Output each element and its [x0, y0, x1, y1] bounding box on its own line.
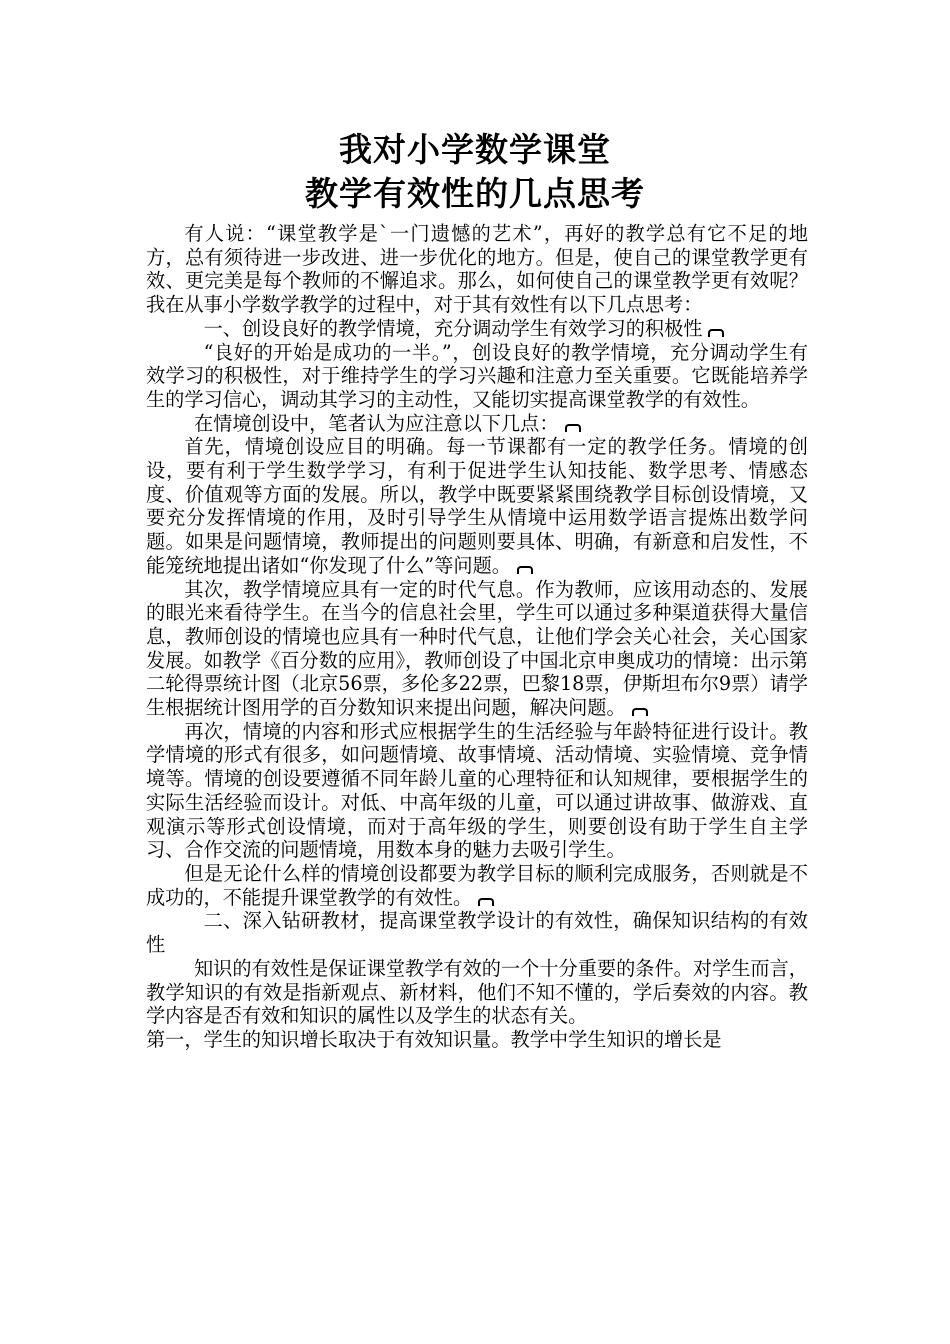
paragraph-mark-icon	[565, 424, 581, 432]
paragraph	[146, 435, 808, 577]
paragraph	[146, 1028, 808, 1052]
section-heading-1	[146, 317, 808, 341]
paragraph-text: 知识的有效性是保证课堂教学有效的一个十分重要的条件。对学生而言，教学知识的有效是指新观点、新材料，他们不知不懂的，学后奏效的内容。教学内容是否有效和知识的属性以及学生的状态有关。	[146, 956, 808, 1028]
paragraph	[146, 862, 808, 909]
paragraph	[146, 578, 808, 720]
heading-text: 二、深入钻研教材，提高课堂教学设计的有效性，确保知识结构的有效性	[146, 909, 808, 957]
paragraph-mark-icon	[708, 329, 724, 337]
paragraph-text: 第一，学生的知识增长取决于有效知识量。教学中学生知识的增长是	[146, 1027, 722, 1051]
paragraph	[146, 720, 808, 862]
paragraph-mark-icon	[478, 898, 494, 906]
paragraph-text: 但是无论什么样的情境创设都要为教学目标的顺利完成服务，否则就是不成功的，不能提升课堂教学的有效性。	[146, 861, 808, 909]
paragraph-mark-icon	[632, 708, 648, 716]
document-body	[146, 222, 808, 1052]
paragraph-text: 有人说：“课堂教学是`一门遗憾的艺术”，再好的教学总有它不足的地方，总有须待进一步改进、进一步优化的地方。但是，使自己的课堂教学更有效、更完美是每个教师的不懈追求。那么，如何使自己的课堂教学更有效呢？我在从事小学数学教学的过程中，对于其有效性有以下几点思考：	[146, 222, 808, 317]
paragraph-text: 其次，教学情境应具有一定的时代气息。作为教师，应该用动态的、发展的眼光来看待学生。在当今的信息社会里，学生可以通过多种渠道获得大量信息，教师创设的情境也应具有一种时代气息，让他们学会关心社会，关心国家发展。如教学《百分数的应用》，教师创设了中国北京申奥成功的情境：出示第二轮得票统计图（北京56票，多伦多22票，巴黎18票，伊斯坦布尔9票）请学生根据统计图用学的百分数知识来提出问题，解决问题。	[146, 577, 808, 720]
paragraph	[146, 412, 808, 436]
paragraph-mark-icon	[517, 566, 533, 574]
section-heading-2	[146, 909, 808, 956]
title-line-1: 我对小学数学课堂	[339, 130, 611, 169]
heading-text: 一、创设良好的教学情境，充分调动学生有效学习的积极性	[203, 316, 703, 340]
paragraph-intro	[146, 222, 808, 317]
title-line-2: 教学有效性的几点思考	[305, 174, 645, 213]
paragraph	[146, 341, 808, 412]
paragraph-text: 再次，情境的内容和形式应根据学生的生活经验与年龄特征进行设计。教学情境的形式有很多，如问题情境、故事情境、活动情境、实验情境、竞争情境等。情境的创设要遵循不同年龄儿童的心理特征和认知规律，要根据学生的实际生活经验而设计。对低、中高年级的儿童，可以通过讲故事、做游戏、直观演示等形式创设情境，而对于高年级的学生，则要创设有助于学生自主学习、合作交流的问题情境，用数本身的魅力去吸引学生。	[146, 719, 808, 862]
paragraph-text: 在情境创设中，笔者认为应注意以下几点：	[194, 411, 559, 435]
paragraph-text: 首先，情境创设应目的明确。每一节课都有一定的教学任务。情境的创设，要有利于学生数学学习，有利于促进学生认知技能、数学思考、情感态度、价值观等方面的发展。所以，教学中既要紧紧围绕教学目标创设情境，又要充分发挥情境的作用，及时引导学生从情境中运用数学语言提炼出数学问题。如果是问题情境，教师提出的问题则要具体、明确，有新意和启发性，不能笼统地提出诸如“你发现了什么”等问题。	[146, 435, 808, 577]
paragraph-text: “良好的开始是成功的一半。”，创设良好的教学情境，充分调动学生有效学习的积极性，对于维持学生的学习兴趣和注意力至关重要。它既能培养学生的学习信心，调动其学习的主动性，又能切实提高课堂教学的有效性。	[146, 340, 808, 411]
document-title	[0, 128, 950, 216]
paragraph	[146, 957, 808, 1028]
